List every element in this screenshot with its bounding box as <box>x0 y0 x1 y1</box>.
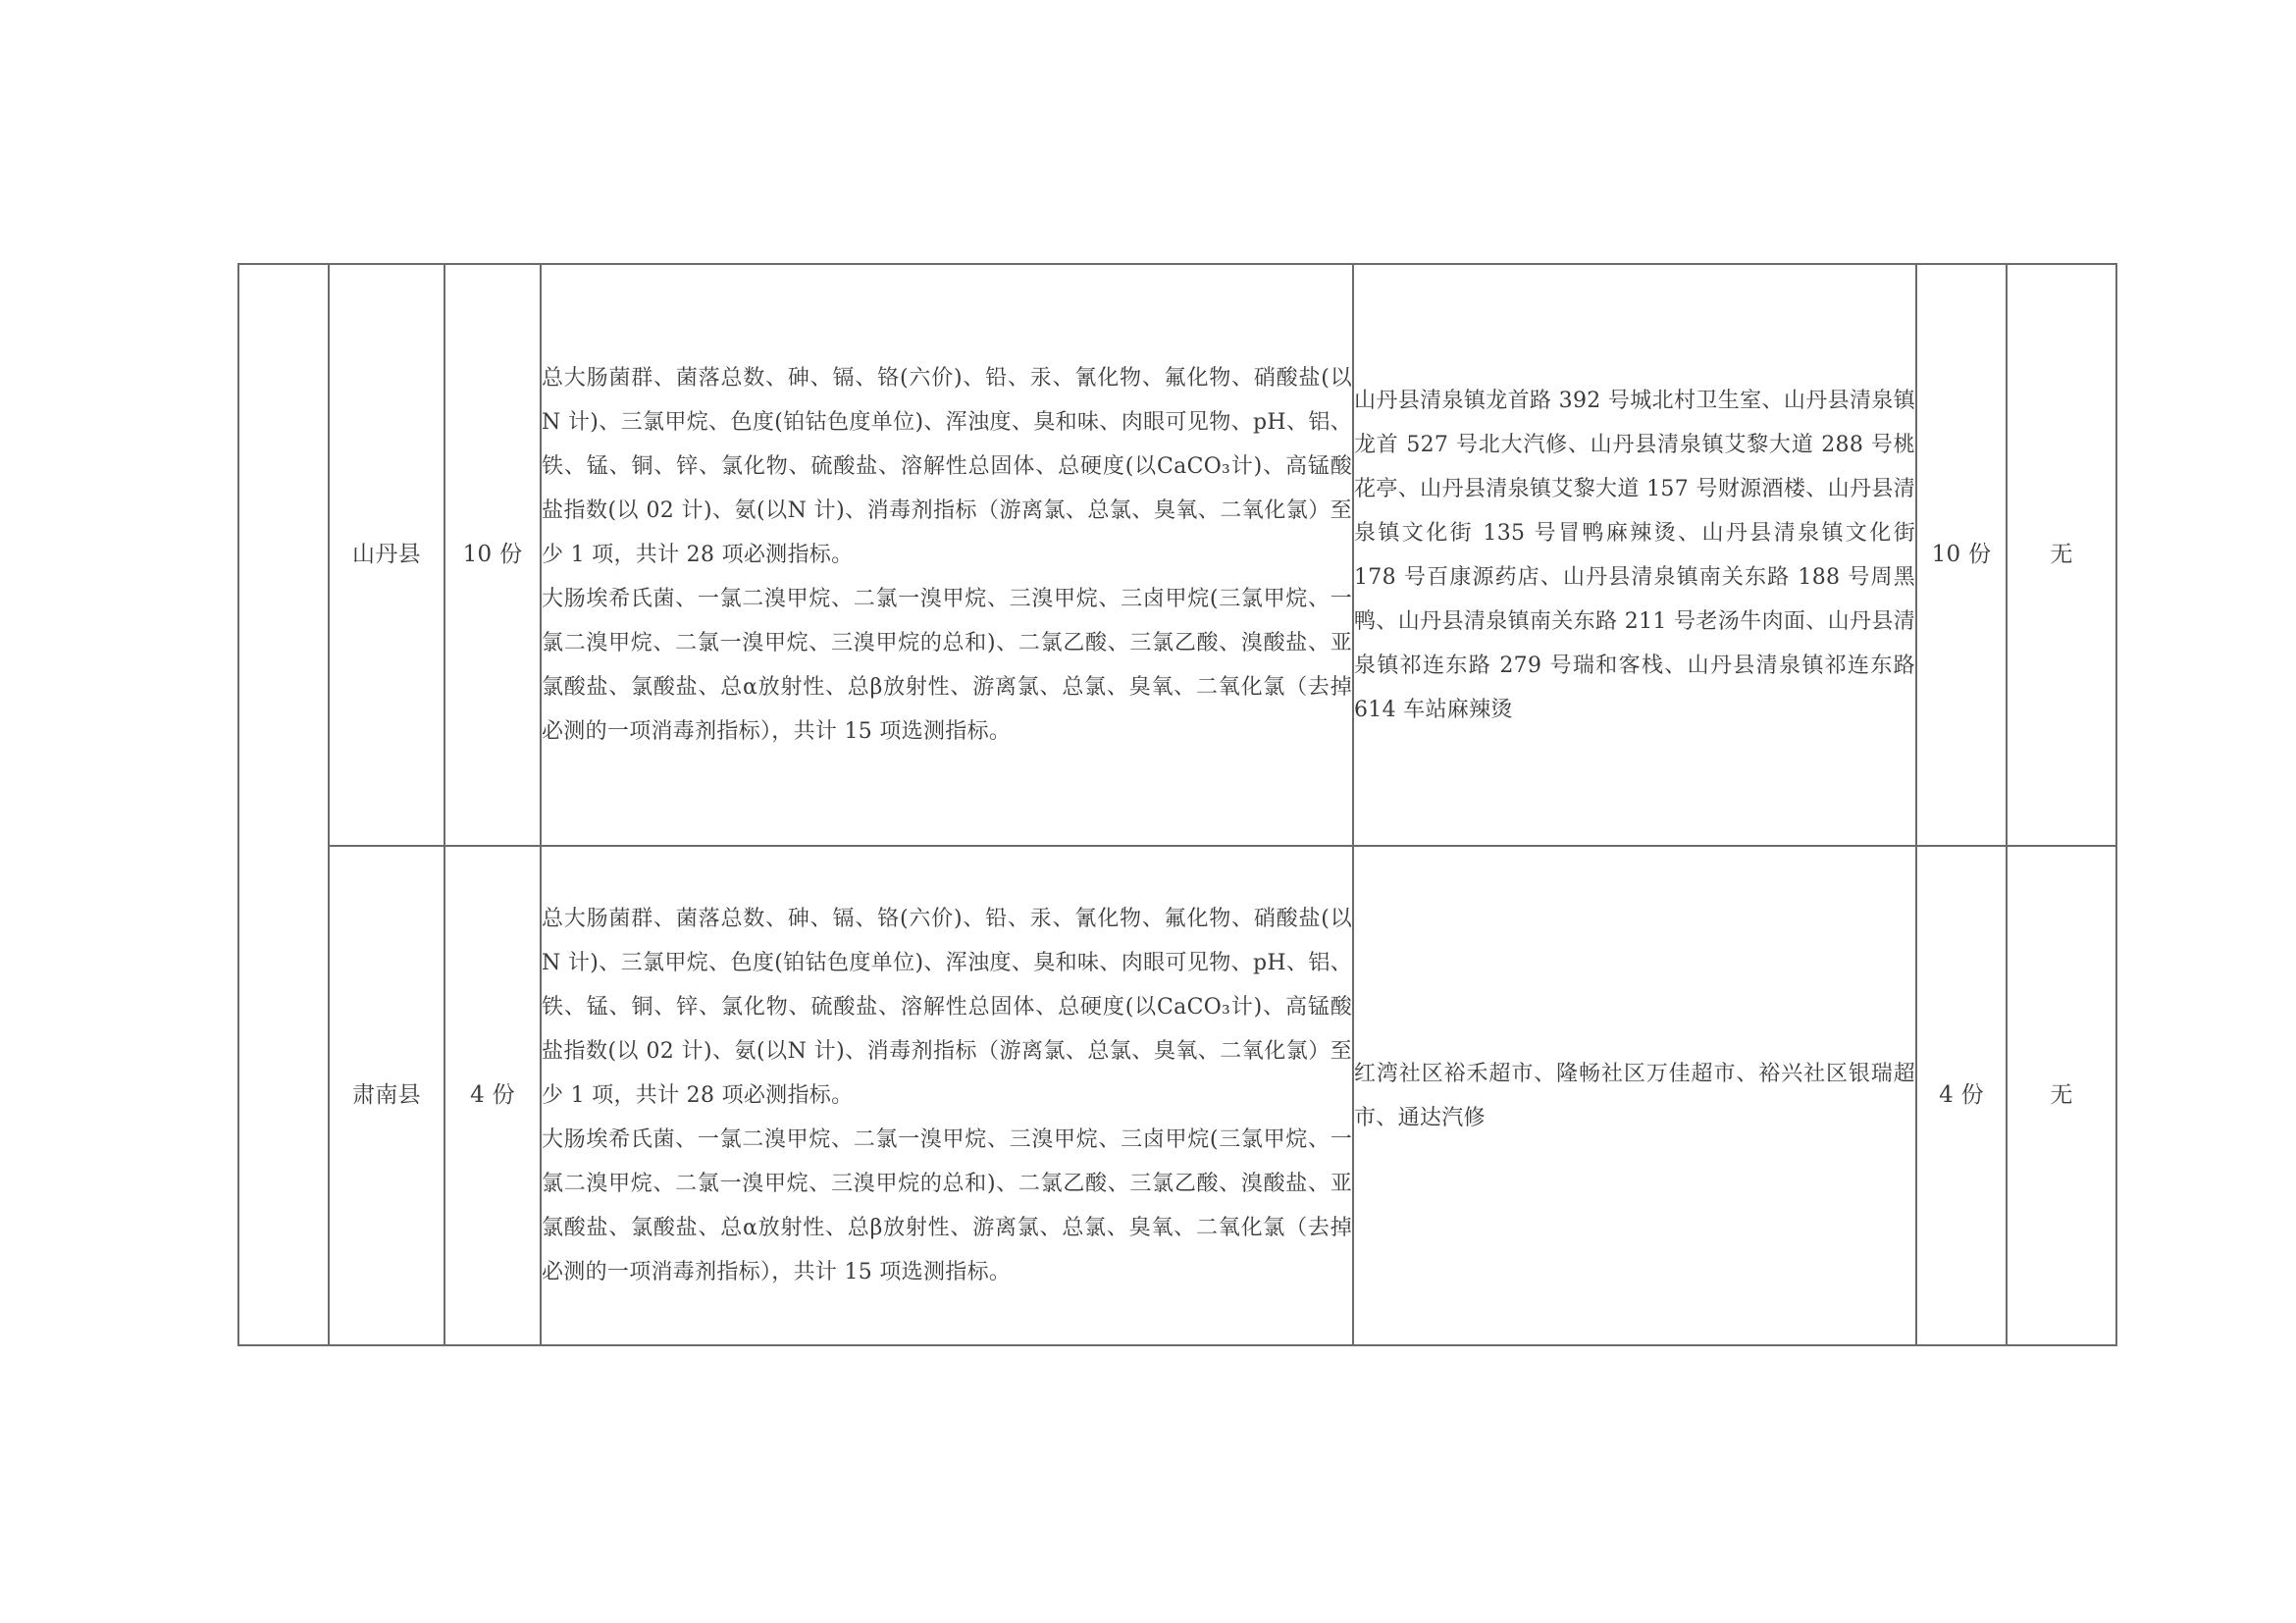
actual-sample-count-cell: 10 份 <box>1916 264 2007 846</box>
remark-cell: 无 <box>2007 264 2116 846</box>
required-indicators-text: 总大肠菌群、菌落总数、砷、镉、铬(六价)、铅、汞、氰化物、氟化物、硝酸盐(以N 计)、三氯甲烷、色度(铂钴色度单位)、浑浊度、臭和味、肉眼可见物、pH、铝、铁、锰、铜、锌、氯化物、硫酸盐、溶解性总固体、总硬度(以CaCO₃计)、高锰酸盐指数(以 02 计)、氨(以N 计)、消毒剂指标（游离氯、总氯、臭氧、二氧化氯）至少 1 项，共计 28 项必测指标。 <box>542 366 1352 567</box>
table-row <box>238 264 2116 846</box>
optional-indicators-text: 大肠埃希氏菌、一氯二溴甲烷、二氯一溴甲烷、三溴甲烷、三卤甲烷(三氯甲烷、一氯二溴甲烷、二氯一溴甲烷、三溴甲烷的总和)、二氯乙酸、三氯乙酸、溴酸盐、亚氯酸盐、氯酸盐、总α放射性、总β放射性、游离氯、总氯、臭氧、二氧化氯（去掉必测的一项消毒剂指标），共计 15 项选测指标。 <box>542 587 1352 744</box>
locations-cell: 红湾社区裕禾超市、隆畅社区万佳超市、裕兴社区银瑞超市、通达汽修 <box>1353 846 1916 1345</box>
remark-cell: 无 <box>2007 846 2116 1345</box>
table-row <box>238 846 2116 1345</box>
county-cell: 肃南县 <box>329 846 444 1345</box>
indicators-cell <box>541 846 1353 1345</box>
locations-cell: 山丹县清泉镇龙首路 392 号城北村卫生室、山丹县清泉镇龙首 527 号北大汽修、山丹县清泉镇艾黎大道 288 号桃花亭、山丹县清泉镇艾黎大道 157 号财源酒楼、山丹县清泉镇文化街 135 号冒鸭麻辣烫、山丹县清泉镇文化街 178 号百康源药店、山丹县清泉镇南关东路 188 号周黑鸭、山丹县清泉镇南关东路 211 号老汤牛肉面、山丹县清泉镇祁连东路 279 号瑞和客栈、山丹县清泉镇祁连东路 614 车站麻辣烫 <box>1353 264 1916 846</box>
sample-count-cell: 10 份 <box>444 264 541 846</box>
merged-region-cell <box>238 264 329 1345</box>
county-cell: 山丹县 <box>329 264 444 846</box>
actual-sample-count-cell: 4 份 <box>1916 846 2007 1345</box>
sampling-table <box>237 263 2117 1346</box>
optional-indicators-text: 大肠埃希氏菌、一氯二溴甲烷、二氯一溴甲烷、三溴甲烷、三卤甲烷(三氯甲烷、一氯二溴甲烷、二氯一溴甲烷、三溴甲烷的总和)、二氯乙酸、三氯乙酸、溴酸盐、亚氯酸盐、氯酸盐、总α放射性、总β放射性、游离氯、总氯、臭氧、二氧化氯（去掉必测的一项消毒剂指标），共计 15 项选测指标。 <box>542 1127 1352 1284</box>
sample-count-cell: 4 份 <box>444 846 541 1345</box>
required-indicators-text: 总大肠菌群、菌落总数、砷、镉、铬(六价)、铅、汞、氰化物、氟化物、硝酸盐(以N 计)、三氯甲烷、色度(铂钴色度单位)、浑浊度、臭和味、肉眼可见物、pH、铝、铁、锰、铜、锌、氯化物、硫酸盐、溶解性总固体、总硬度(以CaCO₃计)、高锰酸盐指数(以 02 计)、氨(以N 计)、消毒剂指标（游离氯、总氯、臭氧、二氧化氯）至少 1 项，共计 28 项必测指标。 <box>542 907 1352 1108</box>
indicators-cell <box>541 264 1353 846</box>
